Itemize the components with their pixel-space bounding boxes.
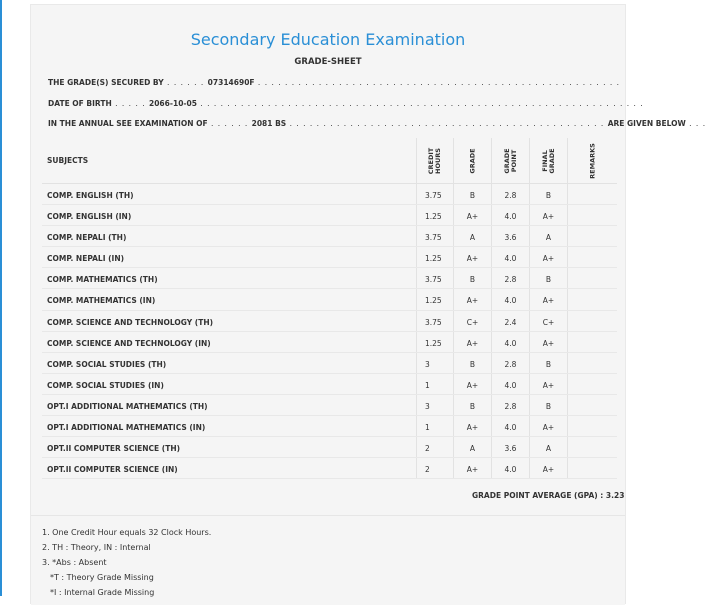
table-row — [42, 205, 617, 226]
grade-cell: B — [453, 268, 491, 288]
notes-list — [42, 525, 211, 600]
remarks-cell — [567, 247, 617, 267]
table-row — [42, 332, 617, 353]
final-grade-cell: B — [529, 353, 567, 373]
gpa-label: GRADE POINT AVERAGE (GPA) : — [472, 491, 604, 500]
subject-cell: COMP. SCIENCE AND TECHNOLOGY (TH) — [47, 317, 214, 327]
final-grade-cell: A+ — [529, 289, 567, 309]
credit-hours-header: CREDIT HOURS — [427, 147, 442, 174]
credit-hours-cell: 1 — [416, 416, 453, 436]
grade-sheet-panel — [30, 4, 706, 604]
exam-label: IN THE ANNUAL SEE EXAMINATION OF — [48, 119, 208, 128]
notes-panel — [31, 515, 625, 605]
exam-year: 2081 BS — [251, 119, 287, 128]
note-item: 3. *Abs : Absent — [42, 558, 107, 567]
remarks-cell — [567, 416, 617, 436]
subject-cell: COMP. SOCIAL STUDIES (IN) — [47, 380, 164, 390]
table-row — [42, 311, 617, 332]
final-grade-cell: B — [529, 395, 567, 415]
note-item: 2. TH : Theory, IN : Internal — [42, 543, 151, 552]
grade-point-cell: 4.0 — [491, 247, 529, 267]
grade-cell: A+ — [453, 332, 491, 352]
final-grade-cell: A+ — [529, 416, 567, 436]
grade-point-cell: 4.0 — [491, 205, 529, 225]
remarks-header: REMARKS — [588, 142, 596, 179]
remarks-cell — [567, 184, 617, 204]
dob-label: DATE OF BIRTH — [48, 99, 112, 108]
grade-cell: A+ — [453, 247, 491, 267]
credit-hours-cell: 2 — [416, 437, 453, 457]
grade-point-cell: 4.0 — [491, 374, 529, 394]
final-grade-cell: A+ — [529, 332, 567, 352]
exam-line: IN THE ANNUAL SEE EXAMINATION OF . . . . . . 2081 BS . . . . . . . . . . . . . . . . . . . . . . . . . . . . . . . . . . . . . . . . . . . . . . . ARE GIVEN BELOW . . . — [48, 119, 706, 128]
table-row — [42, 184, 617, 205]
final-grade-cell: A — [529, 437, 567, 457]
grade-point-cell: 4.0 — [491, 416, 529, 436]
final-grade-cell: A+ — [529, 247, 567, 267]
credit-hours-cell: 3.75 — [416, 226, 453, 246]
grade-point-cell: 2.4 — [491, 311, 529, 331]
final-grade-cell: B — [529, 268, 567, 288]
subject-cell: COMP. NEPALI (IN) — [47, 254, 125, 264]
symbol-number: 07314690F — [207, 78, 255, 87]
grade-cell: A+ — [453, 458, 491, 478]
credit-hours-cell: 3.75 — [416, 268, 453, 288]
grade-cell: A — [453, 437, 491, 457]
subject-cell: OPT.II COMPUTER SCIENCE (TH) — [47, 444, 181, 454]
grade-point-cell: 4.0 — [491, 289, 529, 309]
dob-value: 2066-10-05 — [148, 99, 197, 108]
grade-point-cell: 2.8 — [491, 184, 529, 204]
credit-hours-cell: 3.75 — [416, 311, 453, 331]
remarks-cell — [567, 374, 617, 394]
table-row — [42, 289, 617, 310]
grade-point-cell: 4.0 — [491, 332, 529, 352]
table-row — [42, 268, 617, 289]
final-grade-cell: A — [529, 226, 567, 246]
remarks-cell — [567, 205, 617, 225]
grade-point-cell: 3.6 — [491, 437, 529, 457]
table-row — [42, 353, 617, 374]
grade-cell: A+ — [453, 289, 491, 309]
credit-hours-cell: 1 — [416, 374, 453, 394]
grade-cell: B — [453, 184, 491, 204]
table-row — [42, 458, 617, 479]
gpa-line — [472, 491, 624, 500]
final-grade-cell: C+ — [529, 311, 567, 331]
grade-cell: C+ — [453, 311, 491, 331]
subjects-header: SUBJECTS — [47, 156, 89, 165]
grade-point-cell: 4.0 — [491, 458, 529, 478]
table-header — [42, 138, 617, 184]
grade-sheet-heading: GRADE-SHEET — [294, 57, 362, 67]
credit-hours-cell: 3 — [416, 353, 453, 373]
table-row — [42, 247, 617, 268]
remarks-cell — [567, 437, 617, 457]
subject-cell: COMP. ENGLISH (TH) — [47, 191, 134, 200]
grades-table — [42, 138, 617, 479]
gpa-value: 3.23 — [605, 491, 625, 500]
note-item: *T : Theory Grade Missing — [50, 573, 154, 582]
page-left-border — [0, 0, 2, 596]
note-item: *I : Internal Grade Missing — [50, 588, 155, 597]
subject-cell: COMP. ENGLISH (IN) — [47, 212, 132, 222]
dob-line: DATE OF BIRTH . . . . . 2066-10-05 . . . . . . . . . . . . . . . . . . . . . . . . . . . . . . . . . . . . . . . . . . . . . . . . . . . . . . . . . . . . . . . . . . — [48, 99, 644, 108]
grade-cell: B — [453, 395, 491, 415]
grade-point-cell: 2.8 — [491, 353, 529, 373]
table-row — [42, 395, 617, 416]
table-row — [42, 437, 617, 458]
subject-cell: OPT.I ADDITIONAL MATHEMATICS (IN) — [47, 423, 206, 433]
subject-cell: COMP. MATHEMATICS (TH) — [47, 275, 158, 285]
credit-hours-cell: 1.25 — [416, 289, 453, 309]
credit-hours-cell: 3 — [416, 395, 453, 415]
credit-hours-cell: 3.75 — [416, 184, 453, 204]
remarks-cell — [567, 395, 617, 415]
final-grade-cell: A+ — [529, 205, 567, 225]
final-grade-cell: A+ — [529, 374, 567, 394]
subject-cell: COMP. SCIENCE AND TECHNOLOGY (IN) — [47, 338, 211, 348]
grade-cell: A+ — [453, 416, 491, 436]
remarks-cell — [567, 226, 617, 246]
subject-cell: COMP. MATHEMATICS (IN) — [47, 296, 156, 306]
grade-point-cell: 3.6 — [491, 226, 529, 246]
table-row — [42, 226, 617, 247]
grade-point-cell: 2.8 — [491, 268, 529, 288]
grade-cell: A+ — [453, 205, 491, 225]
grade-header: GRADE — [468, 147, 476, 174]
table-body — [42, 184, 617, 479]
remarks-cell — [567, 311, 617, 331]
subject-cell: COMP. NEPALI (TH) — [47, 233, 127, 243]
note-item: 1. One Credit Hour equals 32 Clock Hours. — [42, 528, 212, 537]
secured-by-label: THE GRADE(S) SECURED BY — [48, 78, 164, 87]
remarks-cell — [567, 268, 617, 288]
table-row — [42, 374, 617, 395]
subject-cell: OPT.I ADDITIONAL MATHEMATICS (TH) — [47, 401, 208, 411]
grade-point-header: GRADE POINT — [502, 147, 518, 174]
subject-cell: COMP. SOCIAL STUDIES (TH) — [47, 359, 167, 369]
given-below-label: ARE GIVEN BELOW — [607, 119, 686, 128]
grade-cell: B — [453, 353, 491, 373]
final-grade-header: FINAL GRADE — [540, 147, 556, 174]
remarks-cell — [567, 353, 617, 373]
exam-title: Secondary Education Examination — [190, 30, 466, 49]
grade-point-cell: 2.8 — [491, 395, 529, 415]
final-grade-cell: A+ — [529, 458, 567, 478]
grade-cell: A — [453, 226, 491, 246]
table-row — [42, 416, 617, 437]
final-grade-cell: B — [529, 184, 567, 204]
secured-by-line: THE GRADE(S) SECURED BY . . . . . . 07314690F . . . . . . . . . . . . . . . . . . . . . . . . . . . . . . . . . . . . . . . . . . . . . . . . . . . . . . — [48, 78, 621, 87]
subject-cell: OPT.II COMPUTER SCIENCE (IN) — [47, 465, 178, 475]
credit-hours-cell: 1.25 — [416, 332, 453, 352]
credit-hours-cell: 1.25 — [416, 247, 453, 267]
remarks-cell — [567, 289, 617, 309]
grade-cell: A+ — [453, 374, 491, 394]
credit-hours-cell: 1.25 — [416, 205, 453, 225]
remarks-cell — [567, 458, 617, 478]
remarks-cell — [567, 332, 617, 352]
credit-hours-cell: 2 — [416, 458, 453, 478]
